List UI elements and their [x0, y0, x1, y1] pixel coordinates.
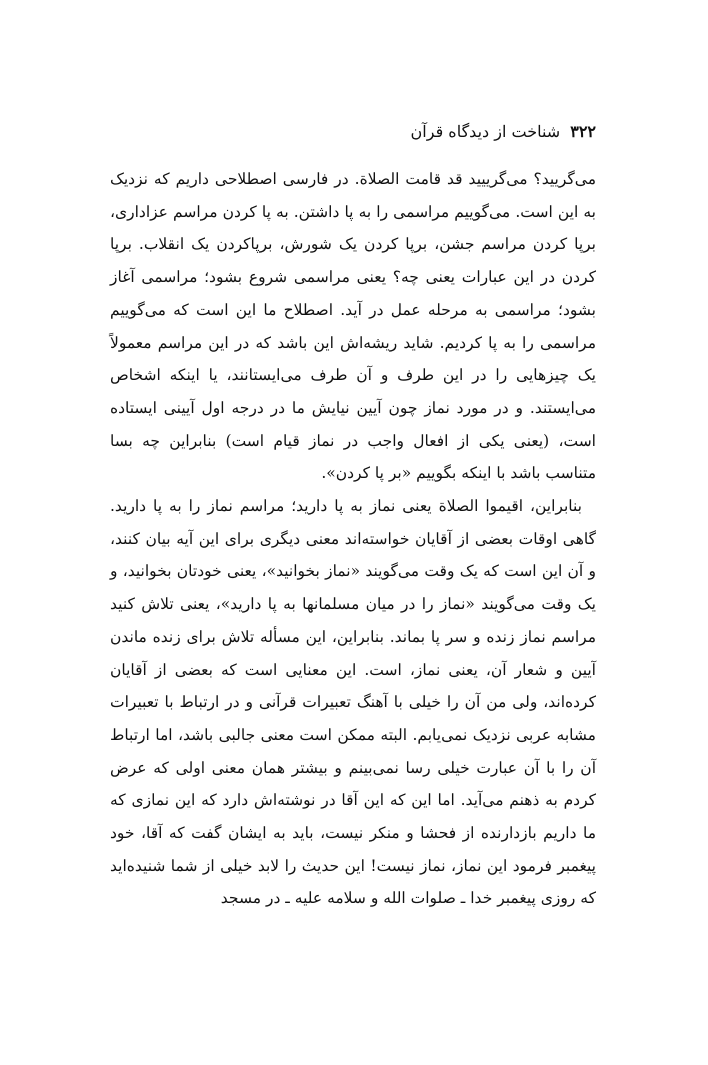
- body-text: [110, 163, 596, 915]
- paragraph-1: می‌گریید؟ می‌گرییید قد قامت الصلاة. در فارسی اصطلاحی داریم که نزدیک به این است. می‌گوییم مراسمی را به پا داشتن. به پا کردن مراسم عزاداری، برپا کردن مراسم جشن، برپا کردن یک شورش، برپاکردن یک انقلاب. برپا کردن در این عبارات یعنی چه؟ یعنی مراسمی شروع بشود؛ مراسمی آغاز بشود؛ مراسمی به مرحله عمل در آید. اصطلاح ما این است که می‌گوییم مراسمی را به پا کردیم. شاید ریشه‌اش این باشد که در این مراسم معمولاً یک چیزهایی را در این طرف و آن طرف می‌ایستانند، یا اینکه اشخاص می‌ایستند. و در مورد نماز چون آیین نیایش ما در درجه اول آیینی ایستاده است، (یعنی یکی از افعال واجب در نماز قیام است) بنابراین چه بسا متناسب باشد با اینکه بگوییم «بر پا کردن».: [110, 170, 596, 483]
- page-number: ۳۲۲: [570, 122, 596, 141]
- paragraph-2: بنابراین، اقیموا الصلاة یعنی نماز به پا دارید؛ مراسم نماز را به پا دارید. گاهی اوقات بعضی از آقایان خواسته‌اند معنی دیگری برای این آیه بیان کنند، و آن این است که یک وقت می‌گویند «نماز بخوانید»، یعنی خودتان بخوانید، و یک وقت می‌گویند «نماز را در میان مسلمانها به پا دارید»، یعنی تلاش کنید مراسم نماز زنده و سر پا بماند. بنابراین، این مسأله تلاش برای زنده ماندن آیین و شعار آن، یعنی نماز، است. این معنایی است که بعضی از آقایان کرده‌اند، ولی من آن را خیلی با آهنگ تعبیرات قرآنی و در ارتباط با تعبیرات مشابه عربی نزدیک نمی‌یابم. البته ممکن است معنی جالبی باشد، اما ارتباط آن را با آن عبارت خیلی رسا نمی‌بینم و بیشتر همان معنی اولی که عرض کردم به ذهنم می‌آید. اما این که این آقا در نوشته‌اش دارد که این نمازی که ما داریم بازدارنده از فحشا و منکر نیست، باید به ایشان گفت که آقا، خود پیغمبر فرمود این نماز، نماز نیست! این حدیث را لابد خیلی از شما شنیده‌اید که روزی پیغمبر خدا ـ صلوات الله و سلامه علیه ـ در مسجد: [110, 497, 596, 908]
- book-title: شناخت از دیدگاه قرآن: [410, 122, 561, 141]
- running-header: [110, 118, 596, 146]
